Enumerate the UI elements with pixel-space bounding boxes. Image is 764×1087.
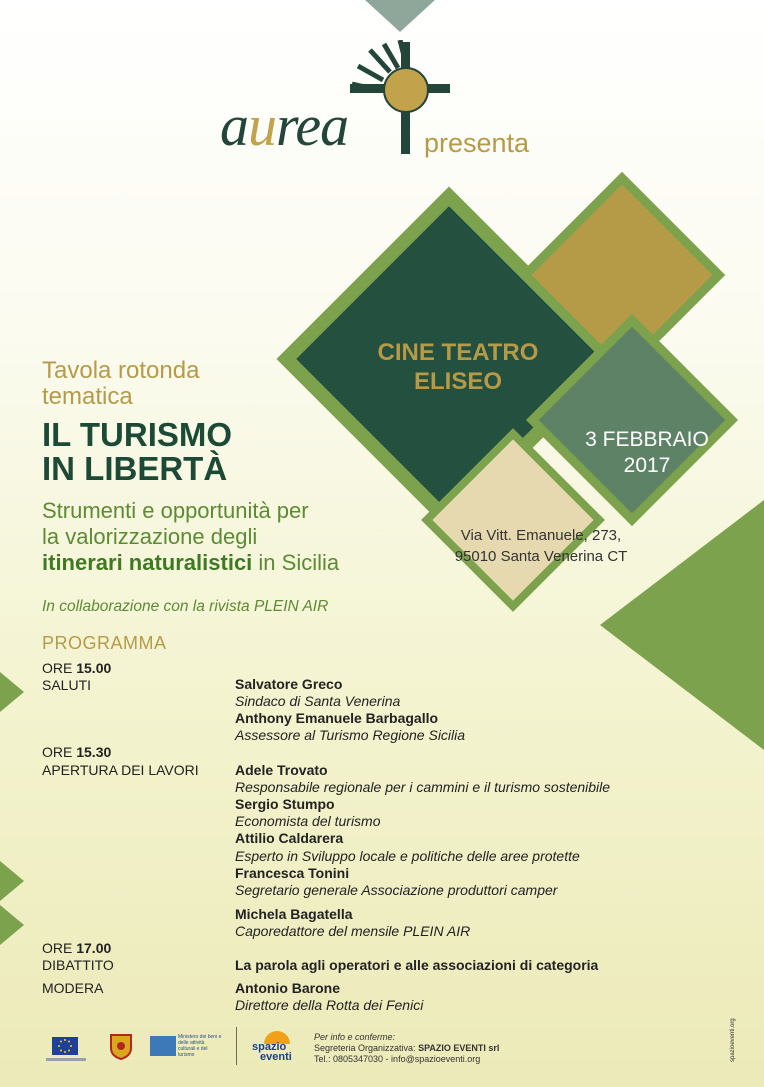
subtitle-line2: la valorizzazione degli (42, 524, 258, 549)
ministry-logo (150, 1034, 220, 1058)
speaker-7-role: Caporedattore del mensile PLEIN AIR (235, 923, 471, 939)
subtitle-line3 (42, 550, 442, 576)
session-4-label: MODERA (42, 980, 104, 996)
speaker-1-name: Salvatore Greco (235, 676, 343, 692)
footer-info (314, 1032, 499, 1065)
venue-name-line1: CINE TEATRO (377, 339, 539, 366)
eu-flag-caption-line (46, 1058, 86, 1061)
footer-divider (236, 1027, 237, 1065)
kicker-line1: Tavola rotonda (42, 357, 200, 384)
side-triangle-3 (0, 905, 24, 945)
event-date-line1: 3 FEBBRAIO (585, 428, 709, 451)
aurea-wordmark: aurea (220, 93, 349, 158)
debate-topic: La parola agli operatori e alle associazioni di categoria (235, 957, 599, 973)
side-url: spazioeventi.org (730, 1018, 736, 1062)
speaker-8-name: Antonio Barone (235, 980, 340, 996)
ministry-emblem-icon (150, 1036, 176, 1056)
subtitle-line1: Strumenti e opportunità per (42, 498, 309, 523)
speaker-2-role: Assessore al Turismo Regione Sicilia (235, 727, 466, 743)
subtitle (42, 498, 442, 576)
side-triangle-2 (0, 861, 24, 901)
event-date (552, 427, 742, 479)
spazio-eventi-logo (250, 1026, 300, 1066)
speaker-5-name: Attilio Caldarera (235, 830, 344, 846)
subtitle-bold: itinerari naturalistici (42, 550, 253, 575)
speaker-5-role: Esperto in Sviluppo locale e politiche delle aree protette (235, 848, 580, 864)
speaker-1-role: Sindaco di Santa Venerina (235, 693, 401, 709)
main-title (42, 418, 232, 486)
eu-stars-icon (52, 1037, 78, 1055)
eu-flag-logo (52, 1037, 78, 1055)
spazio-logo-line1: spazio (252, 1041, 287, 1053)
speaker-3-role: Responsabile regionale per i cammini e il turismo sostenibile (235, 779, 611, 795)
speaker-3-name: Adele Trovato (235, 762, 328, 778)
venue-name-line2: ELISEO (413, 368, 503, 395)
program-heading: PROGRAMMA (42, 633, 167, 653)
kicker (42, 358, 199, 410)
speaker-4-role: Economista del turismo (235, 813, 381, 829)
kicker-line2: tematica (42, 383, 133, 410)
venue-address (446, 525, 636, 567)
session-2-label: APERTURA DEI LAVORI (42, 762, 199, 778)
footer-info-line1: Per info e conferme: (314, 1032, 396, 1042)
event-date-line2: 2017 (623, 454, 671, 477)
speaker-6-role: Segretario generale Associazione produttori camper (235, 882, 558, 898)
speaker-2-name: Anthony Emanuele Barbagallo (235, 710, 439, 726)
presenta-text: presenta (424, 128, 530, 158)
spazio-logo-line2: eventi (260, 1051, 292, 1063)
session-3-label: DIBATTITO (42, 957, 114, 973)
main-title-line2: IN LIBERTÀ (42, 450, 228, 487)
ministry-text: Ministero dei beni e delle attività culturali e del turismo (178, 1034, 222, 1058)
footer-info-line2: Segreteria Organizzativa: SPAZIO EVENTI srl (314, 1043, 500, 1053)
session-1-time: ORE 15.00 (42, 660, 112, 676)
subtitle-end: in Sicilia (252, 550, 340, 575)
venue-address-line1: Via Vitt. Emanuele, 273, (460, 527, 622, 544)
speaker-7-name: Michela Bagatella (235, 906, 353, 922)
footer-info-line3: Tel.: 0805347030 - info@spazioeventi.org (314, 1054, 481, 1064)
main-title-line1: IL TURISMO (42, 416, 233, 453)
side-triangle-1 (0, 672, 24, 712)
sicilia-region-logo (110, 1034, 132, 1065)
speaker-6-name: Francesca Tonini (235, 865, 350, 881)
venue-name (340, 338, 576, 396)
region-shield-icon (110, 1034, 132, 1060)
speaker-4-name: Sergio Stumpo (235, 796, 335, 812)
venue-address-line2: 95010 Santa Venerina CT (454, 548, 628, 565)
aurea-logo (220, 40, 560, 160)
speaker-8-role: Direttore della Rotta dei Fenici (235, 997, 424, 1013)
session-2-time: ORE 15.30 (42, 744, 112, 760)
top-diamond-shape (365, 0, 435, 32)
collaboration-note: In collaborazione con la rivista PLEIN AIR (42, 598, 329, 615)
session-3-time: ORE 17.00 (42, 940, 112, 956)
session-1-label: SALUTI (42, 677, 92, 693)
